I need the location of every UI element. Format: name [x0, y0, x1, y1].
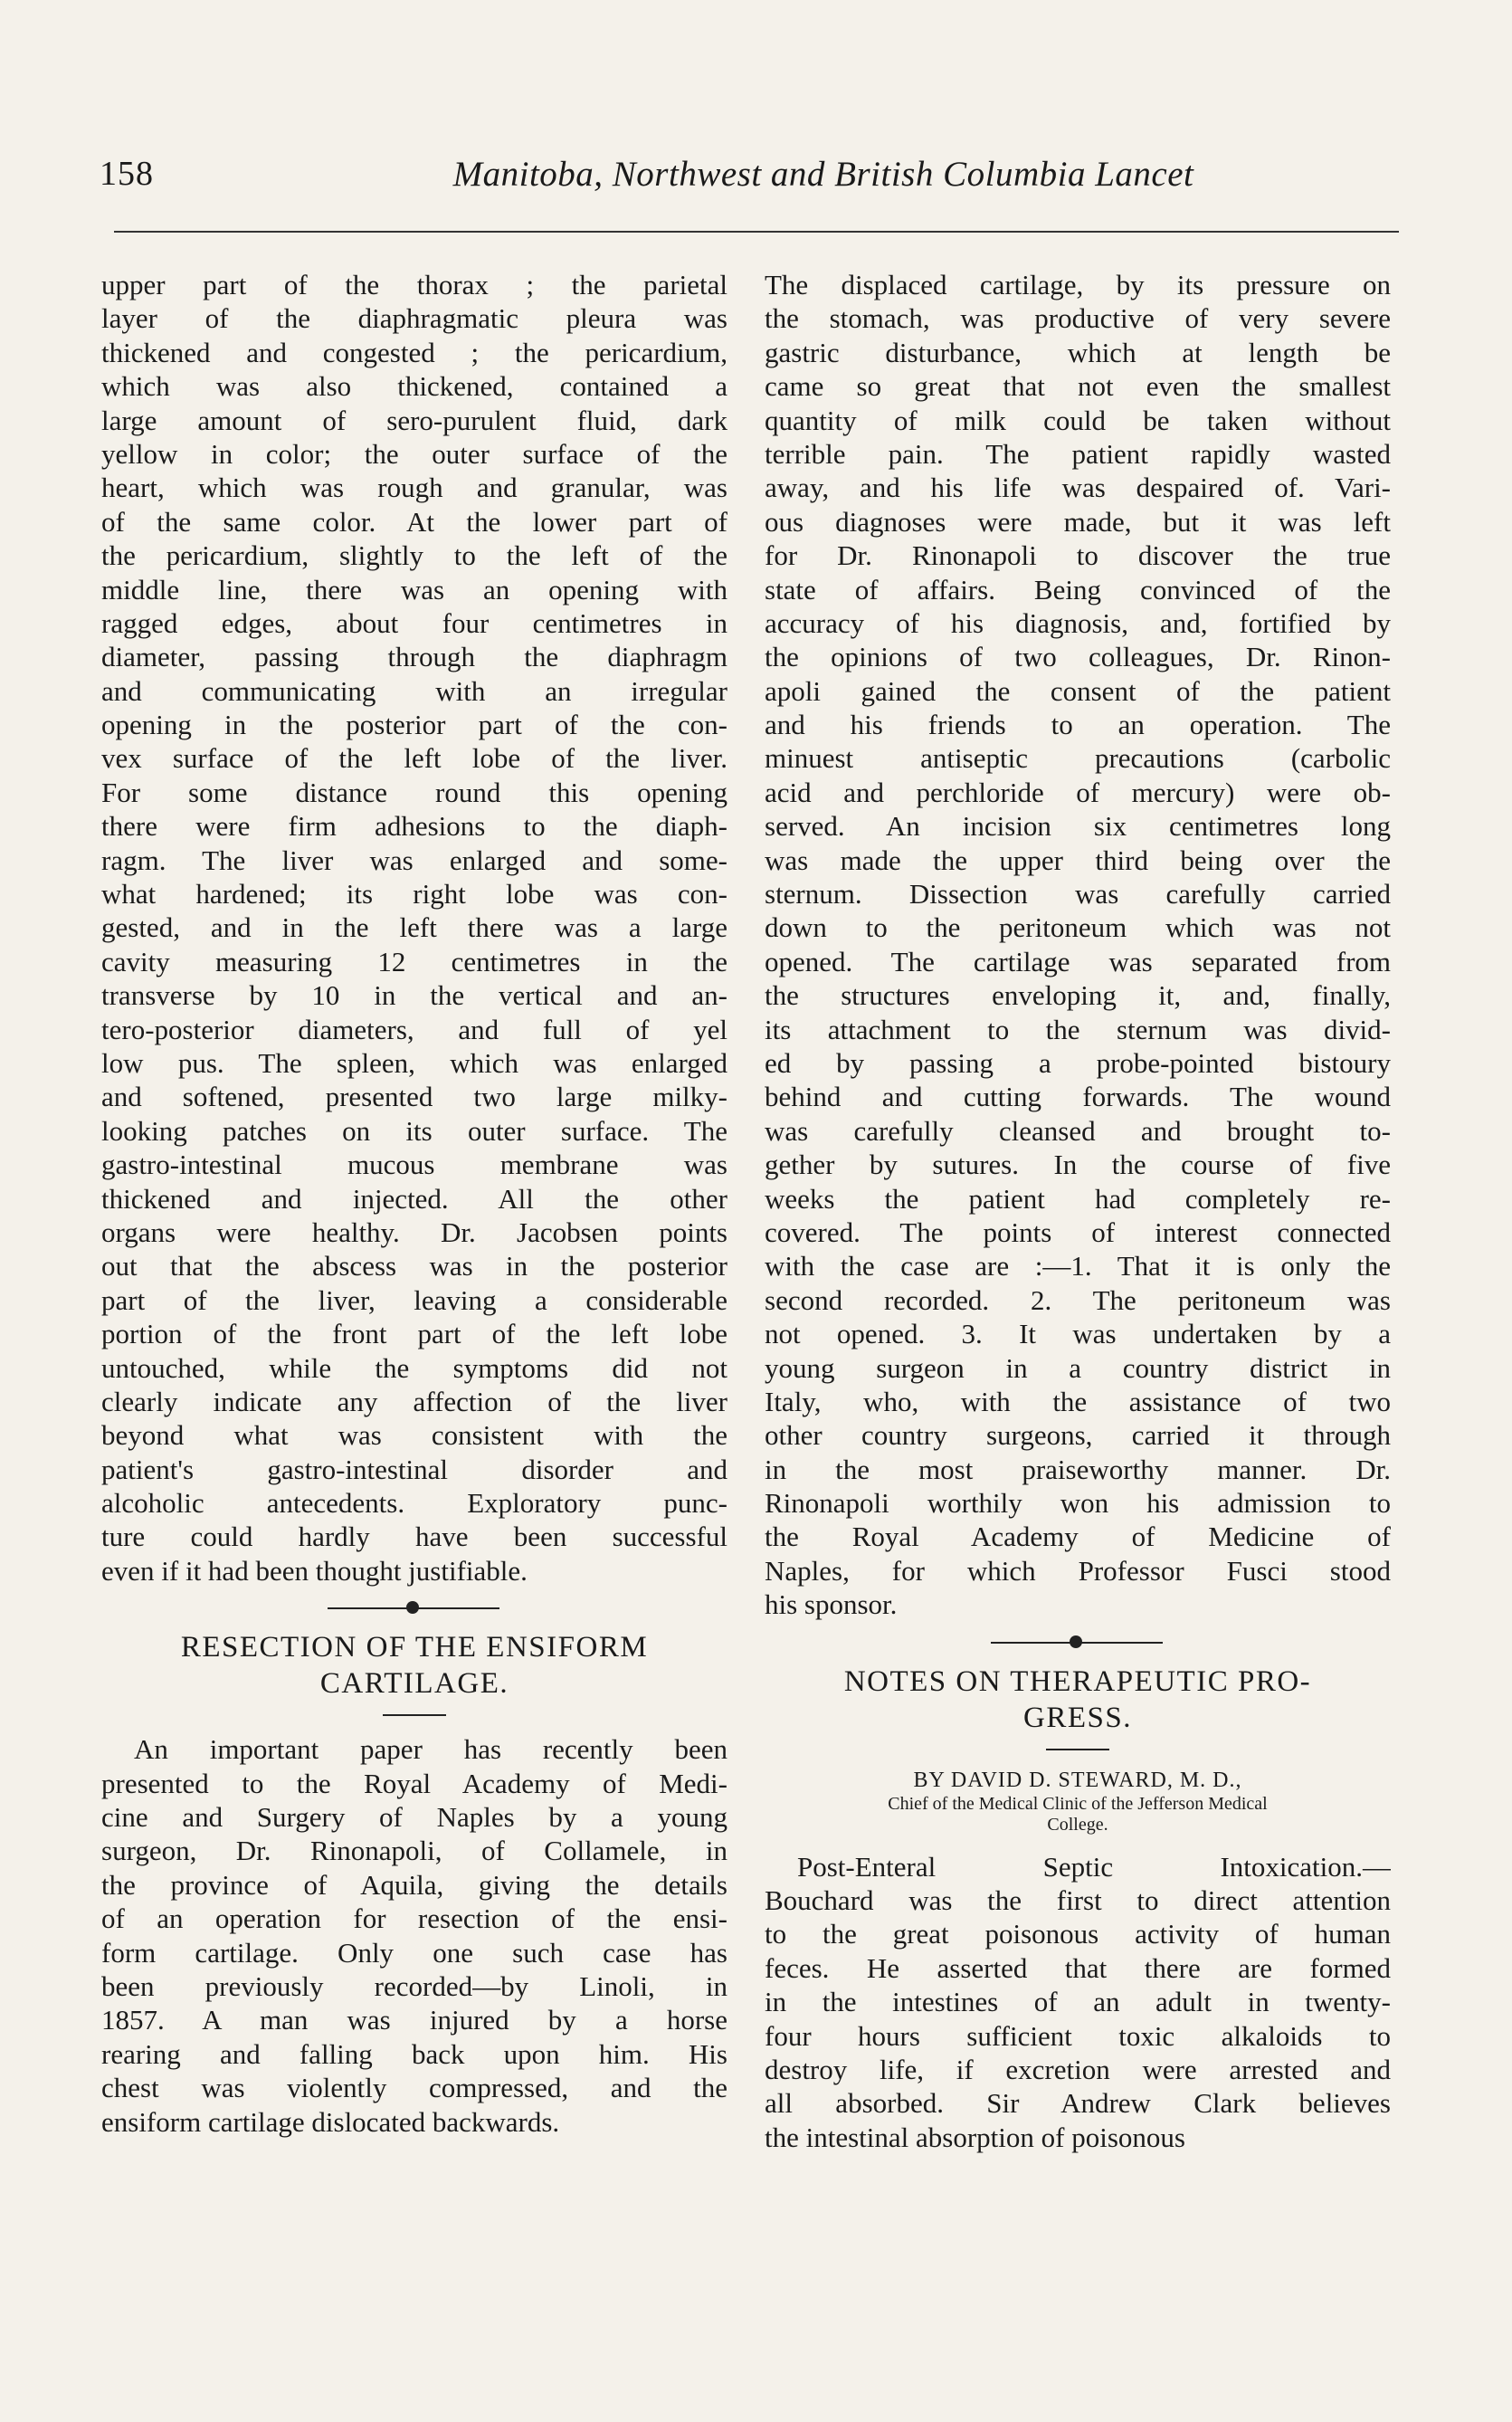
- text-line: was made the upper third being over the: [765, 844, 1391, 876]
- text-line: not opened. 3. It was undertaken by a: [765, 1318, 1391, 1350]
- text-line: second recorded. 2. The peritoneum was: [765, 1283, 1391, 1316]
- text-line: beyond what was consistent with the: [101, 1419, 727, 1452]
- title-rule: [383, 1714, 446, 1716]
- text-line: covered. The points of interest connected: [765, 1216, 1391, 1248]
- text-line: gested, and in the left there was a large: [101, 911, 727, 944]
- text-line: gether by sutures. In the course of five: [765, 1149, 1391, 1181]
- text-line: yellow in color; the outer surface of the: [101, 437, 727, 470]
- text-line: came so great that not even the smallest: [765, 370, 1391, 403]
- text-line: rearing and falling back upon him. His: [101, 2037, 727, 2070]
- text-line: cine and Surgery of Naples by a young: [101, 1801, 727, 1834]
- text-line: part of the liver, leaving a considerable: [101, 1283, 727, 1316]
- section-divider-ornament: [765, 1622, 1391, 1662]
- text-line: For some distance round this opening: [101, 776, 727, 808]
- author-affiliation: [765, 1794, 1391, 1836]
- section-title-line-2: GRESS.: [1023, 1701, 1132, 1734]
- text-line: patient's gastro-intestinal disorder and: [101, 1453, 727, 1485]
- text-line: ensiform cartilage dislocated backwards.: [101, 2105, 560, 2138]
- text-line: apoli gained the consent of the patient: [765, 674, 1391, 707]
- right-text-bottom: [765, 1850, 1391, 2155]
- text-line: ragm. The liver was enlarged and some-: [101, 844, 727, 876]
- text-line: ed by passing a probe-pointed bistoury: [765, 1046, 1391, 1079]
- text-line: out that the abscess was in the posterior: [101, 1250, 727, 1283]
- text-line: and softened, presented two large milky-: [101, 1081, 727, 1113]
- text-line: transverse by 10 in the vertical and an-: [101, 979, 727, 1012]
- page-number: 158: [100, 155, 154, 193]
- text-line: other country surgeons, carried it through: [765, 1419, 1391, 1452]
- section-title: [765, 1664, 1391, 1736]
- text-line: quantity of milk could be taken without: [765, 404, 1391, 436]
- text-line: served. An incision six centimetres long: [765, 810, 1391, 843]
- running-title: Manitoba, Northwest and British Columbia Lancet: [452, 155, 1194, 194]
- text-line: to the great poisonous activity of human: [765, 1918, 1391, 1950]
- text-line: ragged edges, about four centimetres in: [101, 606, 727, 639]
- text-line: down to the peritoneum which was not: [765, 911, 1391, 944]
- text-line: minuest antiseptic precautions (carbolic: [765, 742, 1391, 775]
- text-line: layer of the diaphragmatic pleura was: [101, 302, 727, 335]
- text-line: weeks the patient had completely re-: [765, 1182, 1391, 1215]
- section-divider-ornament: [101, 1588, 727, 1627]
- text-line: which was also thickened, contained a: [101, 370, 727, 403]
- text-line: Italy, who, with the assistance of two: [765, 1385, 1391, 1417]
- text-line: opening in the posterior part of the con-: [101, 709, 727, 741]
- text-line: its attachment to the sternum was divid-: [765, 1013, 1391, 1045]
- text-line: thickened and injected. All the other: [101, 1182, 727, 1215]
- text-line: terrible pain. The patient rapidly wasted: [765, 437, 1391, 470]
- text-line: away, and his life was despaired of. Vari-: [765, 472, 1391, 504]
- text-line: ture could hardly have been successful: [101, 1521, 727, 1553]
- text-line: all absorbed. Sir Andrew Clark believes: [765, 2087, 1391, 2120]
- text-line: middle line, there was an opening with: [101, 573, 727, 606]
- text-line: was carefully cleansed and brought to-: [765, 1114, 1391, 1147]
- text-line: with the case are :—1. That it is only the: [765, 1250, 1391, 1283]
- text-line: young surgeon in a country district in: [765, 1351, 1391, 1384]
- text-line: looking patches on its outer surface. The: [101, 1114, 727, 1147]
- page-header: [100, 154, 1412, 208]
- text-line: heart, which was rough and granular, was: [101, 472, 727, 504]
- section-title-line-2: CARTILAGE.: [319, 1667, 509, 1701]
- text-line: cavity measuring 12 centimetres in the: [101, 945, 727, 977]
- right-text-top: [765, 268, 1391, 1622]
- text-line: tero-posterior diameters, and full of yel: [101, 1013, 727, 1045]
- left-text-bottom: [101, 1732, 727, 2139]
- text-line: opened. The cartilage was separated from: [765, 945, 1391, 977]
- text-line: vex surface of the left lobe of the liver.: [101, 742, 727, 775]
- text-line: been previously recorded—by Linoli, in: [101, 1969, 727, 2002]
- text-line: the structures enveloping it, and, finally,: [765, 979, 1391, 1012]
- text-line: feces. He asserted that there are formed: [765, 1951, 1391, 1984]
- text-line: the pericardium, slightly to the left of the: [101, 539, 727, 572]
- text-line: sternum. Dissection was carefully carried: [765, 878, 1391, 911]
- author-byline: BY DAVID D. STEWARD, M. D.,: [913, 1768, 1242, 1792]
- header-rule: [114, 231, 1399, 233]
- section-title-line-1: NOTES ON THERAPEUTIC PRO-: [843, 1664, 1312, 1698]
- text-line: in the intestines of an adult in twenty-: [765, 1986, 1391, 2018]
- text-line: what hardened; its right lobe was con-: [101, 878, 727, 911]
- text-line: ous diagnoses were made, but it was left: [765, 505, 1391, 538]
- text-line: destroy life, if excretion were arrested and: [765, 2053, 1391, 2085]
- text-line: 1857. A man was injured by a horse: [101, 2004, 727, 2036]
- text-line: in the most praiseworthy manner. Dr.: [765, 1453, 1391, 1485]
- text-line: large amount of sero-purulent fluid, dark: [101, 404, 727, 436]
- text-line: Post-Enteral Septic Intoxication.—: [797, 1850, 1391, 1883]
- text-line: clearly indicate any affection of the liver: [101, 1385, 727, 1417]
- text-line: state of affairs. Being convinced of the: [765, 573, 1391, 606]
- text-line: Rinonapoli worthily won his admission to: [765, 1487, 1391, 1520]
- text-line: organs were healthy. Dr. Jacobsen points: [101, 1216, 727, 1248]
- text-line: of an operation for resection of the ensi-: [101, 1902, 727, 1935]
- affiliation-line-1: Chief of the Medical Clinic of the Jefferson Medical: [888, 1793, 1268, 1814]
- affiliation-line-2: College.: [1047, 1814, 1108, 1835]
- text-line: the intestinal absorption of poisonous: [765, 2121, 1185, 2153]
- text-line: the stomach, was productive of very severe: [765, 302, 1391, 335]
- text-line: low pus. The spleen, which was enlarged: [101, 1046, 727, 1079]
- text-line: gastric disturbance, which at length be: [765, 336, 1391, 368]
- text-line: The displaced cartilage, by its pressure on: [765, 269, 1391, 300]
- left-column: [101, 268, 727, 2139]
- text-line: the Royal Academy of Medicine of: [765, 1521, 1391, 1553]
- title-rule: [1046, 1749, 1109, 1750]
- text-line: his sponsor.: [765, 1588, 898, 1621]
- text-line: the opinions of two colleagues, Dr. Rinon-: [765, 641, 1391, 673]
- right-column: [765, 268, 1391, 2154]
- text-line: form cartilage. Only one such case has: [101, 1936, 727, 1969]
- text-line: gastro-intestinal mucous membrane was: [101, 1149, 727, 1181]
- text-line: upper part of the thorax ; the parietal: [101, 269, 727, 300]
- text-line: untouched, while the symptoms did not: [101, 1351, 727, 1384]
- text-line: An important paper has recently been: [134, 1733, 727, 1766]
- text-line: the province of Aquila, giving the details: [101, 1868, 727, 1901]
- text-line: alcoholic antecedents. Exploratory punc-: [101, 1487, 727, 1520]
- text-line: and his friends to an operation. The: [765, 709, 1391, 741]
- section-title-line-1: RESECTION OF THE ENSIFORM: [180, 1631, 649, 1664]
- text-line: of the same color. At the lower part of: [101, 505, 727, 538]
- text-line: Naples, for which Professor Fusci stood: [765, 1554, 1391, 1587]
- section-title: [101, 1629, 727, 1702]
- text-line: portion of the front part of the left lobe: [101, 1318, 727, 1350]
- text-line: surgeon, Dr. Rinonapoli, of Collamele, in: [101, 1835, 727, 1867]
- text-line: Bouchard was the first to direct attention: [765, 1884, 1391, 1917]
- text-line: behind and cutting forwards. The wound: [765, 1081, 1391, 1113]
- left-text-top: [101, 268, 727, 1588]
- text-line: thickened and congested ; the pericardium,: [101, 336, 727, 368]
- text-line: four hours sufficient toxic alkaloids to: [765, 2019, 1391, 2052]
- text-line: chest was violently compressed, and the: [101, 2072, 727, 2104]
- text-line: diameter, passing through the diaphragm: [101, 641, 727, 673]
- text-line: accuracy of his diagnosis, and, fortified by: [765, 606, 1391, 639]
- text-line: for Dr. Rinonapoli to discover the true: [765, 539, 1391, 572]
- text-line: presented to the Royal Academy of Medi-: [101, 1767, 727, 1799]
- text-line: and communicating with an irregular: [101, 674, 727, 707]
- text-line: acid and perchloride of mercury) were ob-: [765, 776, 1391, 808]
- text-line: even if it had been thought justifiable.: [101, 1554, 528, 1587]
- text-line: there were firm adhesions to the diaph-: [101, 810, 727, 843]
